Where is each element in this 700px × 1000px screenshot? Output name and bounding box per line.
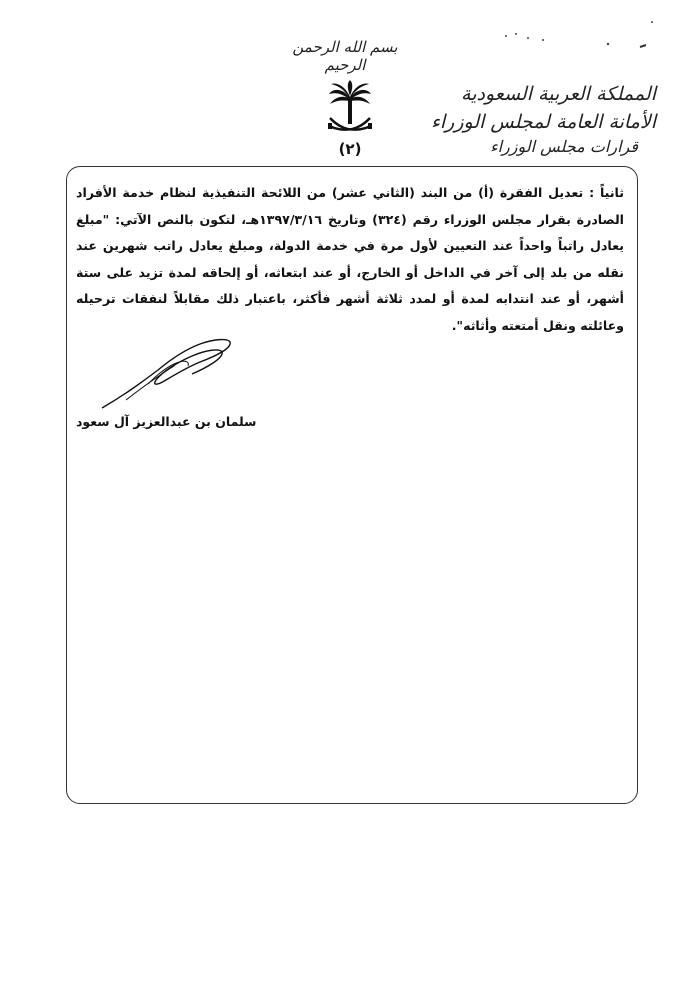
decree-body [76,180,624,339]
letterhead [430,80,656,158]
letterhead-line-secretariat: الأمانة العامة لمجلس الوزراء [430,111,656,133]
letterhead-line-decisions: قرارات مجلس الوزراء [490,137,638,156]
saudi-emblem-icon [325,80,375,140]
handwritten-signature [96,330,246,412]
scan-specks [500,20,670,60]
letterhead-line-kingdom: المملكة العربية السعودية [461,83,656,105]
page-number: (٢) [338,140,362,158]
signatory-name: سلمان بن عبدالعزيز آل سعود [76,414,257,429]
clause-label: ثانياً : [589,185,625,200]
decree-paragraph [76,180,624,339]
basmala: بسم الله الرحمن الرحيم [292,38,398,74]
clause-text: تعديل الفقرة (أ) من البند (الثاني عشر) من اللائحة التنفيذية لنظام خدمة الأفراد الصادرة بقرار مجلس الوزراء رقم (٣٢٤) وتاريخ ١٣٩٧/٣/١٦هـ، لتكون بالنص الآتي: "مبلغ يعادل راتباً واحداً عند التعيين لأول مرة في خدمة الدولة، ومبلغ يعادل راتب شهرين عند نقله من بلد إلى آخر في الداخل أو الخارج، أو عند ابتعاثه، أو إلحاقه لمدة تزيد على ستة أشهر، أو عند انتدابه لمدة أو لمدد ثلاثة أشهر فأكثر، باعتبار ذلك مقابلاً لنفقات ترحيله وعائلته ونقل أمتعته وأثاثه". [76,185,624,333]
